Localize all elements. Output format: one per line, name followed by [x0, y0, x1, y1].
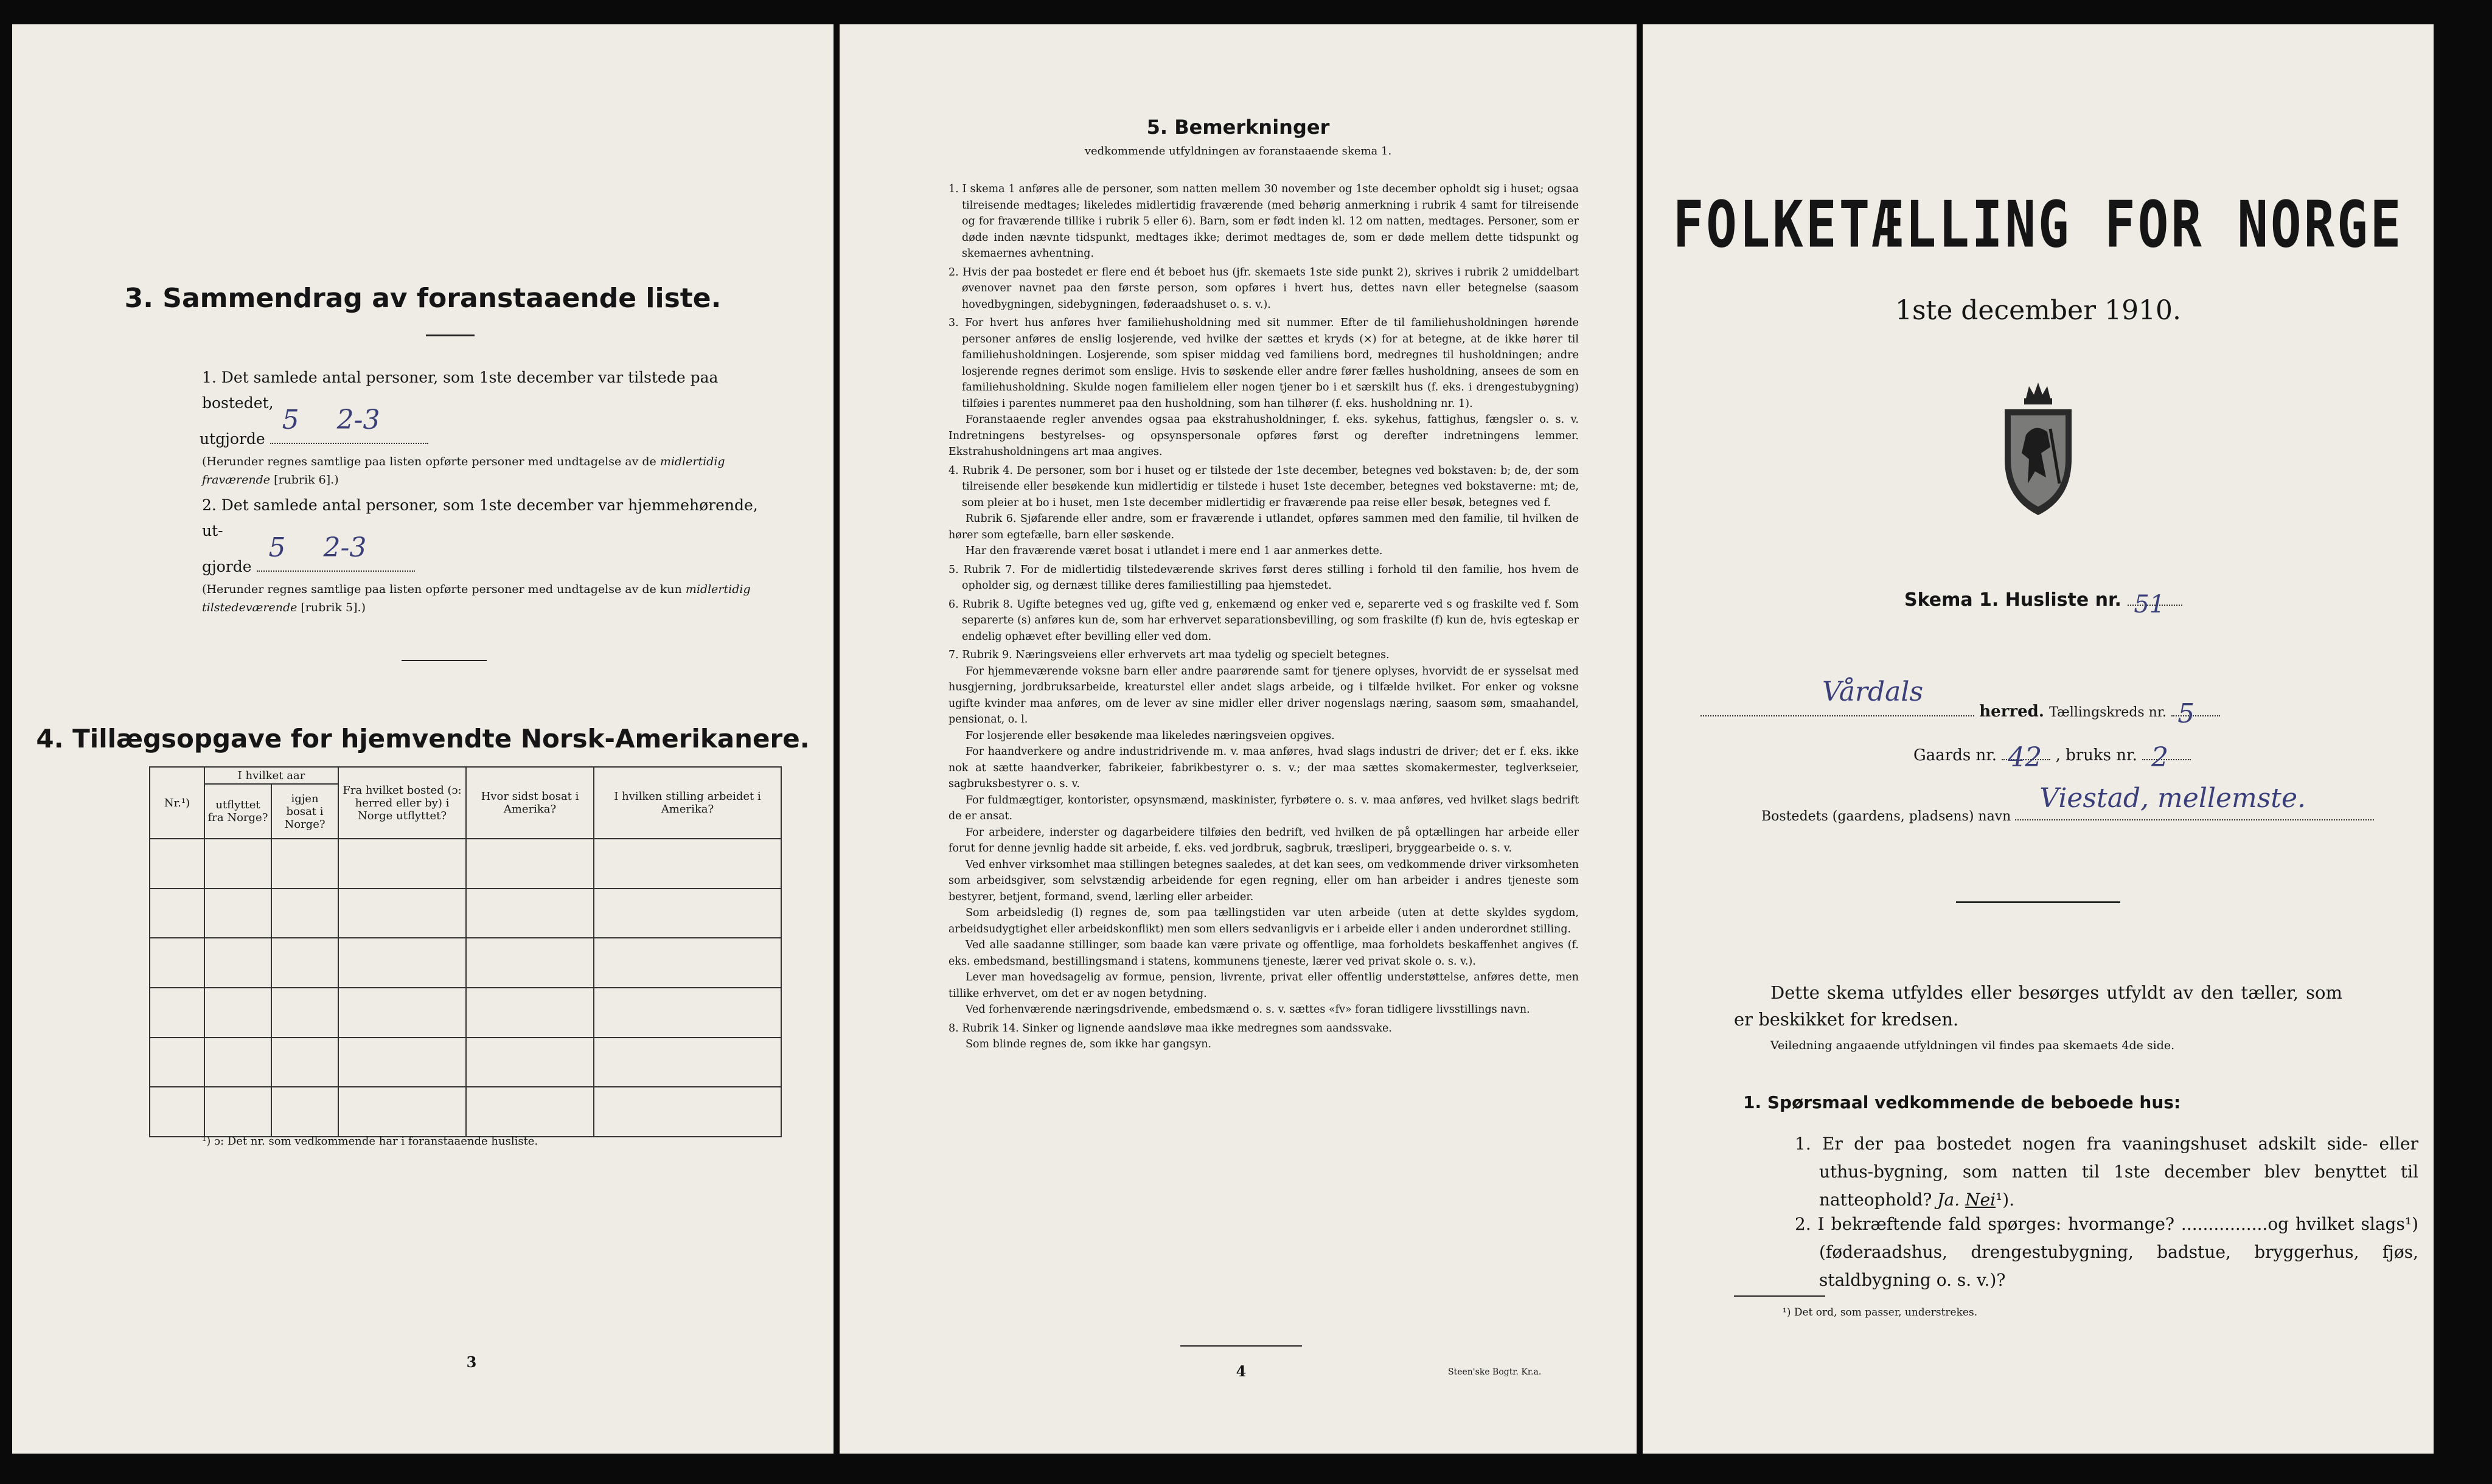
form-title: FOLKETÆLLING FOR NORGE [1672, 187, 2404, 262]
kreds-value: 5 [2177, 698, 2195, 729]
table-row[interactable] [150, 889, 781, 938]
form-date: 1ste december 1910. [1895, 295, 2182, 326]
intro-text: Dette skema utfyldes eller besørges utfyldt av den tæller, som er beskikket for kredsen. [1734, 982, 2342, 1030]
question-1: 1. Er der paa bostedet nogen fra vaaningshuset adskilt side- eller uthus-bygning, som natten til 1ste december blev benyttet til natteophold? Ja. Nei¹). [1795, 1134, 2418, 1210]
remark-paragraph: Ved forhenværende næringsdrivende, embedsmænd o. s. v. sættes «fv» foran tidligere livsstillings navn. [966, 1004, 1530, 1016]
divider [1180, 1345, 1302, 1347]
bosted-field[interactable] [2015, 783, 2374, 820]
item-2-value-field[interactable] [257, 532, 415, 572]
table-row[interactable] [150, 988, 781, 1038]
divider [426, 335, 475, 336]
gaards-value: 42 [2008, 742, 2042, 773]
remark-paragraph: 1. I skema 1 anføres alle de personer, som natten mellem 30 november og 1ste december opholdt sig i huset; ogsaa tilreisende medtages; likeledes midlertidig fraværende (med behørig anmerkning i rubrik 4 samt for tilreisende og for fraværende tillike i rubrik 5 eller 6). Barn, som er født inden kl. 12 om natten, medtages. Personer, som er døde inden nævnte tidspunkt, medtages ikke; derimot medtages de, som er døde mellem dette tidspunkt og skemaernes avhentning. [948, 183, 1579, 260]
bosted-value: Viestad, mellemste. [2039, 783, 2306, 814]
remark-paragraph: Rubrik 6. Sjøfarende eller andre, som er fraværende i utlandet, opføres sammen med den familie, til hvilken de hører som egtefælle, barn eller søskende. [948, 513, 1579, 541]
page-number: 4 [1236, 1362, 1247, 1380]
remark-paragraph: 2. Hvis der paa bostedet er flere end ét beboet hus (jfr. skemaets 1ste side punkt 2), skrives i rubrik 2 umiddelbart øvenover navnet paa den første person, som opføres i hvert hus, dettes navn eller betegnelse (saasom hovedbygningen, sidebygningen, føderaadshuset o. s. v.). [948, 266, 1579, 311]
skema-line [1904, 587, 2182, 619]
table-row[interactable] [150, 938, 781, 988]
remark-paragraph: For haandverkere og andre industridrivende m. v. maa anføres, hvad slags industri de driver; det er f. eks. ikke nok at sætte haandverker, fabrikeier, fabrikbestyrer o. s. v.; der maa sættes skomakermester, teglverkseier, sagbruksbestyrer o. s. v. [948, 746, 1579, 790]
herred-line [1700, 676, 2400, 729]
remark-paragraph: Som blinde regnes de, som ikke har gangsyn. [966, 1038, 1212, 1050]
divider [402, 660, 487, 661]
item-1-label: utgjorde [200, 430, 265, 448]
remark-paragraph: Lever man hovedsagelig av formue, pension, livrente, privat eller offentlig understøttelse, anføres dette, men tillike erhvervet, om det er av nogen betydning. [948, 971, 1579, 1000]
remark-paragraph: Ved alle saadanne stillinger, som baade kan være private og offentlige, maa forholdets beskaffenhet angives (f. eks. embedsmand, bestillingsmand i statens, kommunens tjeneste, lærer ved privat skole o. s. v.). [948, 939, 1579, 968]
bruks-value: 2 [2151, 742, 2169, 773]
remark-paragraph: 3. For hvert hus anføres hver familiehusholdning med sit nummer. Efter de til familiehusholdningen hørende personer anføres de enslig losjerende, ved hvilke der sættes et kryds (×) for at betegne, at de ikke hører til familiehusholdningen. Losjerende, som spiser middag ved familiens bord, medregnes til husholdningen; andre losjerende regnes derimot som enslige. Hvis to søskende eller andre fører fælles husholdning, ansees de som en familiehusholdning. Skulde nogen familielem eller nogen tjener bo i et særskilt hus (f. eks. i drengestubygning) tilføies i parentes nummeret paa den husholdning, som han tilhører (f. eks. husholdning nr. 1). [948, 317, 1579, 410]
remark-paragraph: 7. Rubrik 9. Næringsveiens eller erhvervets art maa tydelig og specielt betegnes. [948, 649, 1390, 661]
section-3-item-1 [202, 365, 780, 489]
col-nr: Nr.¹) [150, 767, 204, 839]
col-igjen-bosat: igjen bosat i Norge? [271, 784, 338, 839]
item-1-value-field[interactable] [270, 404, 428, 444]
divider [1734, 1295, 1825, 1297]
gaards-line [1913, 742, 2191, 773]
remark-paragraph: Som arbeidsledig (l) regnes de, som paa tællingstiden var uten arbeide (uten at dette skyldes sygdom, arbeidsudygtighet eller arbeidskonflikt) men som ellers sedvanligvis er i arbeide eller i anden underordnet stilling. [948, 907, 1579, 935]
col-sidst-bosat: Hvor sidst bosat i Amerika? [466, 767, 594, 839]
section-3-title: 3. Sammendrag av foranstaaende liste. [124, 283, 722, 314]
answer-nei[interactable]: Nei [1965, 1190, 1996, 1210]
bruks-field[interactable] [2142, 742, 2191, 773]
table-row[interactable] [150, 1038, 781, 1087]
item-1-text: 1. Det samlede antal personer, som 1ste december var tilstede paa bostedet, [202, 369, 719, 412]
item-2-label: gjorde [202, 558, 252, 575]
item-1-note: (Herunder regnes samtlige paa listen opførte personer med undtagelse av de midlertidig fraværende [rubrik 6].) [202, 455, 725, 487]
skema-label: Skema 1. Husliste nr. [1904, 589, 2121, 611]
remark-paragraph: For losjerende eller besøkende maa likeledes næringsveien opgives. [966, 729, 1335, 742]
remark-paragraph: 6. Rubrik 8. Ugifte betegnes ved ug, gifte ved g, enkemænd og enker ved e, separerte ved s og fraskilte ved f. Som separerte (s) anføres kun de, som har erhvervet separationsbevilling, og som fraskilte (f) kun de, hvis egteskap er endelig ophævet efter bevilling eller ved dom. [948, 598, 1579, 643]
question-2: 2. I bekræftende fald spørges: hvormange? ................og hvilket slags¹) (føderaadshus, drengestubygning, badstue, bryggerhus, fjøs, staldbygning o. s. v.)? [1795, 1214, 2418, 1290]
question-1-text: 1. Er der paa bostedet nogen fra vaaningshuset adskilt side- eller uthus-bygning, som natten til 1ste december blev benyttet til natteophold? [1795, 1134, 2418, 1210]
page-1 [1643, 24, 2434, 1454]
page-1-footnote: ¹) Det ord, som passer, understrekes. [1783, 1306, 1978, 1319]
bruks-label: , bruks nr. [2055, 746, 2137, 765]
coat-of-arms-icon [1993, 380, 2084, 520]
husliste-nr-value: 51 [2134, 591, 2165, 619]
section-4-title: 4. Tillægsopgave for hjemvendte Norsk-Amerikanere. [36, 724, 810, 754]
col-utflyttet: utflyttet fra Norge? [204, 784, 271, 839]
section-4-footnote: ¹) ɔ: Det nr. som vedkommende har i foranstaaende husliste. [202, 1135, 538, 1148]
gaards-label: Gaards nr. [1913, 746, 1997, 765]
herred-label: herred. [1979, 702, 2044, 721]
bosted-line [1761, 783, 2431, 830]
printer-mark: Steen'ske Bogtr. Kr.a. [1448, 1367, 1542, 1377]
herred-field[interactable] [1700, 676, 1974, 716]
item-2-text: 2. Det samlede antal personer, som 1ste december var hjemmehørende, ut- [202, 496, 758, 539]
table-row[interactable] [150, 839, 781, 889]
remark-paragraph: For arbeidere, inderster og dagarbeidere tilføies den bedrift, ved hvilken de på optællingen har arbeide eller forut for denne jevnlig hadde sit arbeide, f. eks. ved jordbruk, sagbruk, træsliperi, bryggearbeide o. s. v. [948, 826, 1579, 855]
kreds-label: Tællingskreds nr. [2049, 705, 2167, 720]
bemerkninger-title: 5. Bemerkninger [1146, 116, 1330, 139]
remark-paragraph: For fuldmægtiger, kontorister, opsynsmænd, maskinister, fyrbøtere o. s. v. maa anføres, ved hvilket slags bedrift de er ansat. [948, 794, 1579, 822]
bosted-label: Bostedets (gaardens, pladsens) navn [1761, 809, 2011, 824]
divider [1956, 901, 2120, 903]
remark-paragraph: 4. Rubrik 4. De personer, som bor i huset og er tilstede der 1ste december, betegnes ved bokstaven: b; de, der som tilreisende eller besøkende kun midlertidig er tilstede i huset 1ste december, betegnes ved bokstaverne: mt; de, som pleier at bo i huset, men 1ste december midlertidig er fraværende paa reise eller besøk, betegnes ved f. [948, 464, 1579, 509]
answer-ja[interactable]: Ja. [1937, 1190, 1960, 1210]
col-stilling: I hvilken stilling arbeidet i Amerika? [594, 767, 781, 839]
herred-value: Vårdals [1822, 676, 1924, 707]
questions-title: 1. Spørsmaal vedkommende de beboede hus: [1743, 1092, 2181, 1112]
intro-note: Veiledning angaaende utfyldningen vil findes paa skemaets 4de side. [1770, 1039, 2175, 1052]
page-3 [12, 24, 834, 1454]
col-group-aar: I hvilket aar [204, 767, 338, 784]
table-row[interactable] [150, 1087, 781, 1137]
bemerkninger-subtitle: vedkommende utfyldningen av foranstaaende skema 1. [1084, 145, 1392, 158]
remark-paragraph: 8. Rubrik 14. Sinker og lignende aandsløve maa ikke medregnes som aandssvake. [948, 1022, 1392, 1035]
page-4 [840, 24, 1637, 1454]
item-2-value-1: 5 [268, 532, 286, 563]
remark-paragraph: Har den fraværende været bosat i utlandet i mere end 1 aar anmerkes dette. [966, 545, 1383, 557]
item-1-value-2: 2-3 [336, 404, 380, 435]
gaards-field[interactable] [2002, 742, 2050, 773]
page-number: 3 [466, 1353, 477, 1371]
item-2-value-2: 2-3 [323, 532, 367, 563]
item-1-value-1: 5 [282, 404, 299, 435]
husliste-nr-field[interactable] [2128, 591, 2182, 619]
norsk-amerikanere-table [149, 766, 782, 1137]
remarks-body [934, 181, 1579, 1053]
item-2-note: (Herunder regnes samtlige paa listen opførte personer med undtagelse av de kun midlertidig tilstedeværende [rubrik 5].) [202, 583, 751, 614]
remark-paragraph: Ved enhver virksomhet maa stillingen betegnes saaledes, at det kan sees, om vedkommende driver virksomheten som arbeidsgiver, som selvstændig arbeidende for egen regning, eller om han arbeider i andres tjeneste som bestyrer, betjent, formand, svend, lærling eller arbeider. [948, 858, 1579, 903]
col-fra-bosted: Fra hvilket bosted (ɔ: herred eller by) i Norge utflyttet? [338, 767, 466, 839]
remark-paragraph: For hjemmeværende voksne barn eller andre paarørende samt for tjenere oplyses, hvorvidt de er sysselsat med husgjerning, jordbruksarbeide, kreaturstel eller andet slags arbeide, og i tilfælde hvilket. For enker og voksne ugifte kvinder maa anføres, om de lever av sine midler eller driver nogenslags næring, saasom søm, smaahandel, pensionat, o. l. [948, 665, 1579, 726]
remark-paragraph: Foranstaaende regler anvendes ogsaa paa ekstrahusholdninger, f. eks. sykehus, fattighus, fængsler o. s. v. Indretningens bestyrelses- og opsynspersonale opføres først og derefter indretningens lemmer. Ekstrahusholdningens art maa angives. [948, 414, 1579, 458]
kreds-field[interactable] [2171, 698, 2220, 729]
section-3-item-2 [202, 493, 780, 617]
remark-paragraph: 5. Rubrik 7. For de midlertidig tilstedeværende skrives først deres stilling i forhold til den familie, hos hvem de opholder sig, og dernæst tillike deres familiestilling paa hjemstedet. [948, 563, 1579, 592]
